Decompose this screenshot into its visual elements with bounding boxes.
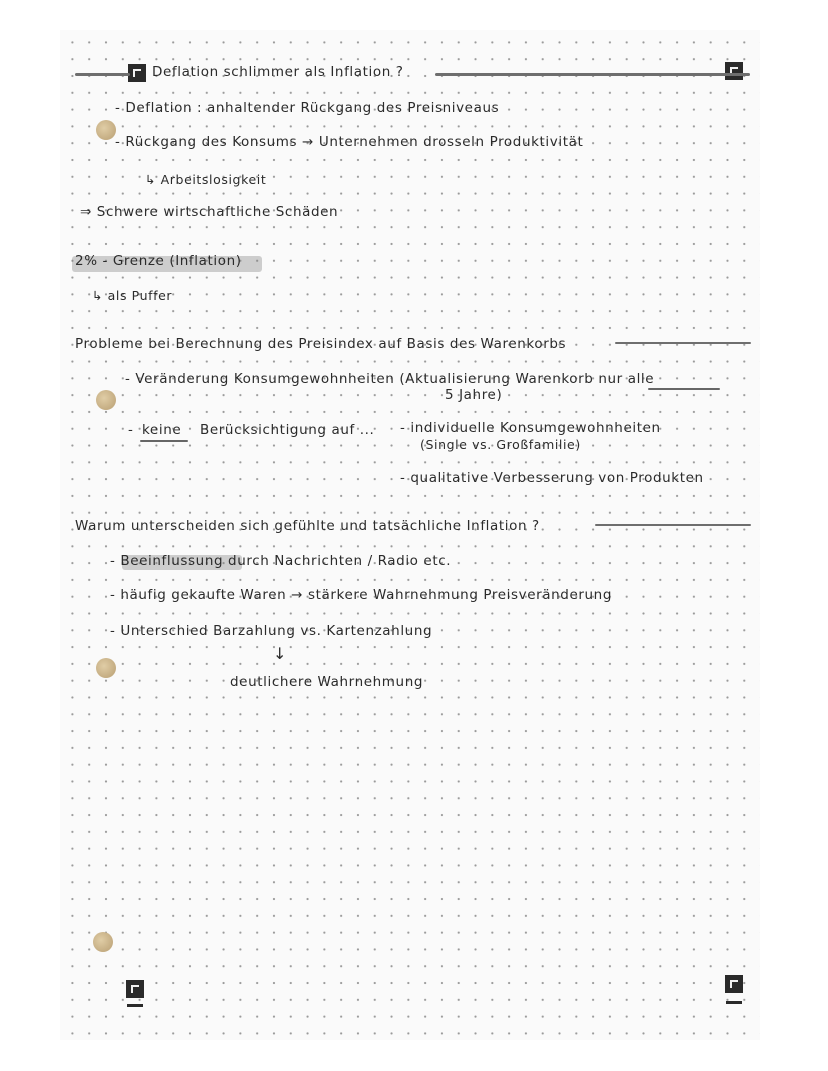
consumption-decline: - Rückgang des Konsums → Unternehmen drosseln Produktivität <box>115 134 584 150</box>
consumption-habits-change: - Veränderung Konsumgewohnheiten (Aktualisierung Warenkorb nur alle <box>125 371 655 387</box>
corner-marker-top-left-icon <box>128 64 146 82</box>
heading-rule-left <box>75 73 130 76</box>
down-arrow-icon: ↓ <box>273 644 287 663</box>
frequently-bought-goods: - häufig gekaufte Waren → stärkere Wahrnehmung Preisveränderung <box>110 587 613 603</box>
binder-hole-1 <box>96 120 116 140</box>
binder-hole-3 <box>96 658 116 678</box>
single-vs-family: (Single vs. Großfamilie) <box>420 437 581 452</box>
conclusion-damage: ⇒ Schwere wirtschaftliche Schäden <box>80 204 339 220</box>
basket-problems-title: Probleme bei Berechnung des Preisindex auf Basis des Warenkorbs <box>75 336 567 352</box>
basket-heading-rule <box>615 342 751 344</box>
corner-marker-top-right-icon <box>725 62 743 80</box>
corner-marker-bottom-left-icon <box>126 980 144 998</box>
consideration-of: Berücksichtigung auf ... <box>200 422 375 438</box>
perceived-inflation-title: Warum unterscheiden sich gefühlte und tatsächliche Inflation ? <box>75 518 540 534</box>
section-deflation-title: Deflation schlimmer als Inflation ? <box>152 64 404 80</box>
two-percent-limit-title: 2% - Grenze (Inflation) <box>75 253 242 269</box>
deflation-definition: - Deflation : anhaltender Rückgang des Preisniveaus <box>115 100 500 116</box>
binder-hole-2 <box>96 390 116 410</box>
binder-hole-4 <box>93 932 113 952</box>
quality-improvement: - qualitative Verbesserung von Produkten <box>400 470 704 486</box>
individual-habits: - individuelle Konsumgewohnheiten <box>400 420 661 436</box>
underline-nur-alle <box>648 388 720 390</box>
cash-vs-card: - Unterschied Barzahlung vs. Kartenzahlung <box>110 623 433 639</box>
corner-underline-bottom-right <box>726 1001 742 1004</box>
unemployment: ↳ Arbeitslosigkeit <box>145 172 267 187</box>
underline-keine <box>140 440 188 442</box>
no-consideration-prefix: - <box>128 422 134 438</box>
corner-underline-bottom-left <box>127 1004 143 1007</box>
media-influence: - Beeinflussung durch Nachrichten / Radio etc. <box>110 553 452 569</box>
keyword-keine: keine <box>142 422 182 438</box>
five-years: 5 Jahre) <box>445 387 503 403</box>
heading-rule-right <box>435 73 750 76</box>
corner-marker-bottom-right-icon <box>725 975 743 993</box>
clearer-perception: deutlichere Wahrnehmung <box>230 674 424 690</box>
perceived-heading-rule <box>595 524 751 526</box>
as-buffer: ↳ als Puffer <box>92 288 173 303</box>
